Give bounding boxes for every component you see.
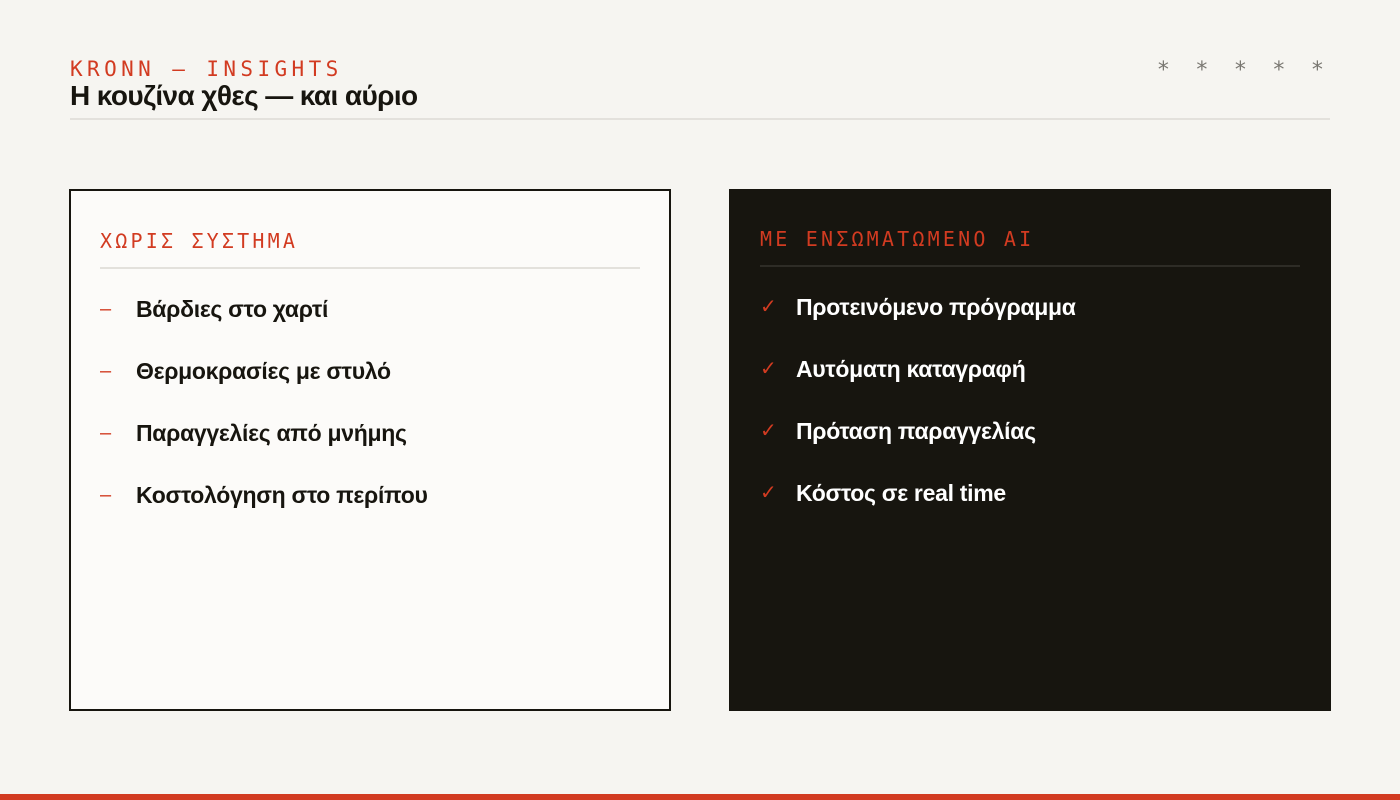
list-item xyxy=(100,419,428,481)
brand-eyebrow: KRONN — INSIGHTS xyxy=(70,57,343,81)
list-item-text: Κοστολόγηση στο περίπου xyxy=(136,482,428,508)
page-title: Η κουζίνα χθες — και αύριο xyxy=(70,80,418,111)
card-label-with-ai: ΜΕ ΕΝΣΩΜΑΤΩΜΕΝΟ AI xyxy=(760,227,1300,267)
list-without-system xyxy=(100,295,428,543)
list-item xyxy=(100,295,428,357)
card-label-without-system: ΧΩΡΙΣ ΣΥΣΤΗΜΑ xyxy=(100,229,640,269)
dash-icon: – xyxy=(100,422,112,444)
list-item-text: Προτεινόμενο πρόγραμμα xyxy=(796,294,1076,320)
check-icon: ✓ xyxy=(760,296,777,318)
rating-stars: * * * * * xyxy=(1156,58,1330,83)
list-item-text: Θερμοκρασίες με στυλό xyxy=(136,358,391,384)
list-with-ai xyxy=(760,293,1076,541)
check-icon: ✓ xyxy=(760,482,777,504)
list-item-text: Αυτόματη καταγραφή xyxy=(796,356,1026,382)
list-item xyxy=(760,355,1076,417)
list-item-text: Παραγγελίες από μνήμης xyxy=(136,420,407,446)
dash-icon: – xyxy=(100,484,112,506)
card-without-system xyxy=(69,189,671,711)
dash-icon: – xyxy=(100,298,112,320)
header xyxy=(70,54,1330,120)
list-item xyxy=(760,479,1076,541)
list-item-text: Κόστος σε real time xyxy=(796,480,1006,506)
check-icon: ✓ xyxy=(760,358,777,380)
list-item xyxy=(100,357,428,419)
list-item xyxy=(760,293,1076,355)
list-item xyxy=(760,417,1076,479)
footer-accent-bar xyxy=(0,794,1400,800)
card-with-ai xyxy=(729,189,1331,711)
list-item-text: Βάρδιες στο χαρτί xyxy=(136,296,329,322)
list-item xyxy=(100,481,428,543)
check-icon: ✓ xyxy=(760,420,777,442)
dash-icon: – xyxy=(100,360,112,382)
list-item-text: Πρόταση παραγγελίας xyxy=(796,418,1036,444)
